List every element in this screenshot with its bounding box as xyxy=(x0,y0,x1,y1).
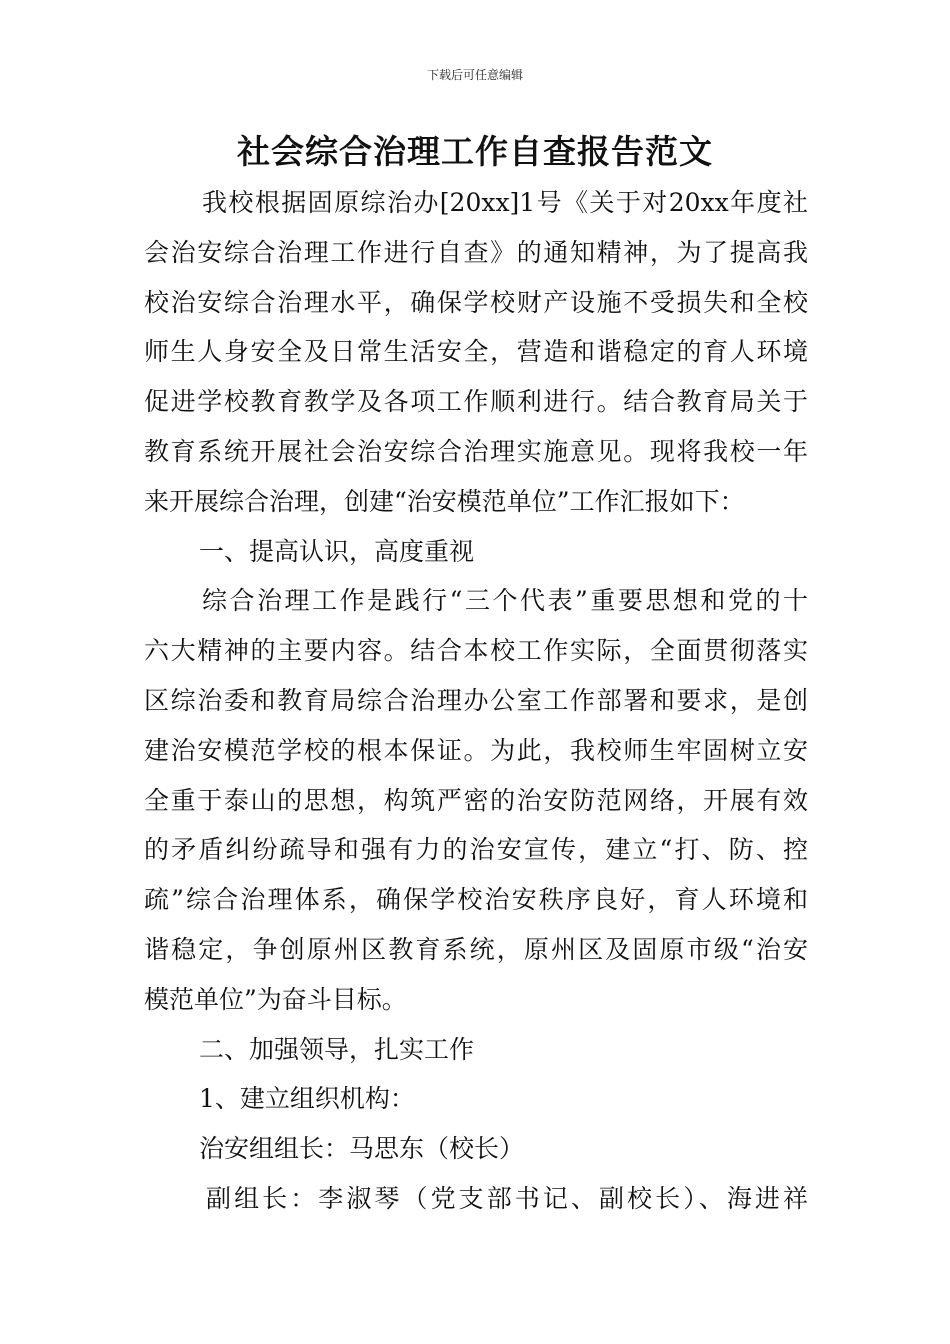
body-line: 建治安模范学校的根本保证。为此，我校师生牢固树立安 xyxy=(144,735,808,765)
body-line: 六大精神的主要内容。结合本校工作实际，全面贯彻落实 xyxy=(144,636,808,666)
body-line: 一、提高认识，高度重视 xyxy=(199,536,475,566)
body-line: 校治安综合治理水平，确保学校财产设施不受损失和全校 xyxy=(144,287,808,317)
body-line: 副组长：李淑琴（党支部书记、副校长）、海进祥 xyxy=(206,1183,808,1213)
body-line: 促进学校教育教学及各项工作顺利进行。结合教育局关于 xyxy=(144,387,808,417)
body-line: 的矛盾纠纷疏导和强有力的治安宣传，建立“打、防、控 xyxy=(144,835,808,865)
body-line: 二、加强领导，扎实工作 xyxy=(199,1034,475,1064)
body-line: 模范单位”为奋斗目标。 xyxy=(144,984,407,1014)
body-line: 区综治委和教育局综合治理办公室工作部署和要求，是创 xyxy=(144,685,808,715)
body-line: 师生人身安全及日常生活安全，营造和谐稳定的育人环境 xyxy=(144,337,808,367)
header-note: 下载后可任意编辑 xyxy=(426,68,523,82)
body-line: 综合治理工作是践行“三个代表”重要思想和党的十 xyxy=(202,586,808,616)
body-line: 我校根据固原综治办[20xx]1号《关于对20xx年度社 xyxy=(202,188,808,217)
body-line: 教育系统开展社会治安综合治理实施意见。现将我校一年 xyxy=(144,436,808,466)
document-title: 社会综合治理工作自查报告范文 xyxy=(237,132,713,171)
body-line: 疏”综合治理体系，确保学校治安秩序良好，育人环境和 xyxy=(144,885,808,915)
body-line: 全重于泰山的思想，构筑严密的治安防范网络，开展有效 xyxy=(144,785,808,815)
body-line: 治安组组长：马思东（校长） xyxy=(199,1134,525,1164)
body-line: 会治安综合治理工作进行自查》的通知精神，为了提高我 xyxy=(144,237,808,267)
body-line: 来开展综合治理，创建“治安模范单位”工作汇报如下： xyxy=(144,486,745,516)
body-line: 谐稳定，争创原州区教育系统，原州区及固原市级“治安 xyxy=(144,934,808,964)
document-body xyxy=(144,178,808,1224)
body-line: 1、建立组织机构： xyxy=(199,1084,415,1114)
